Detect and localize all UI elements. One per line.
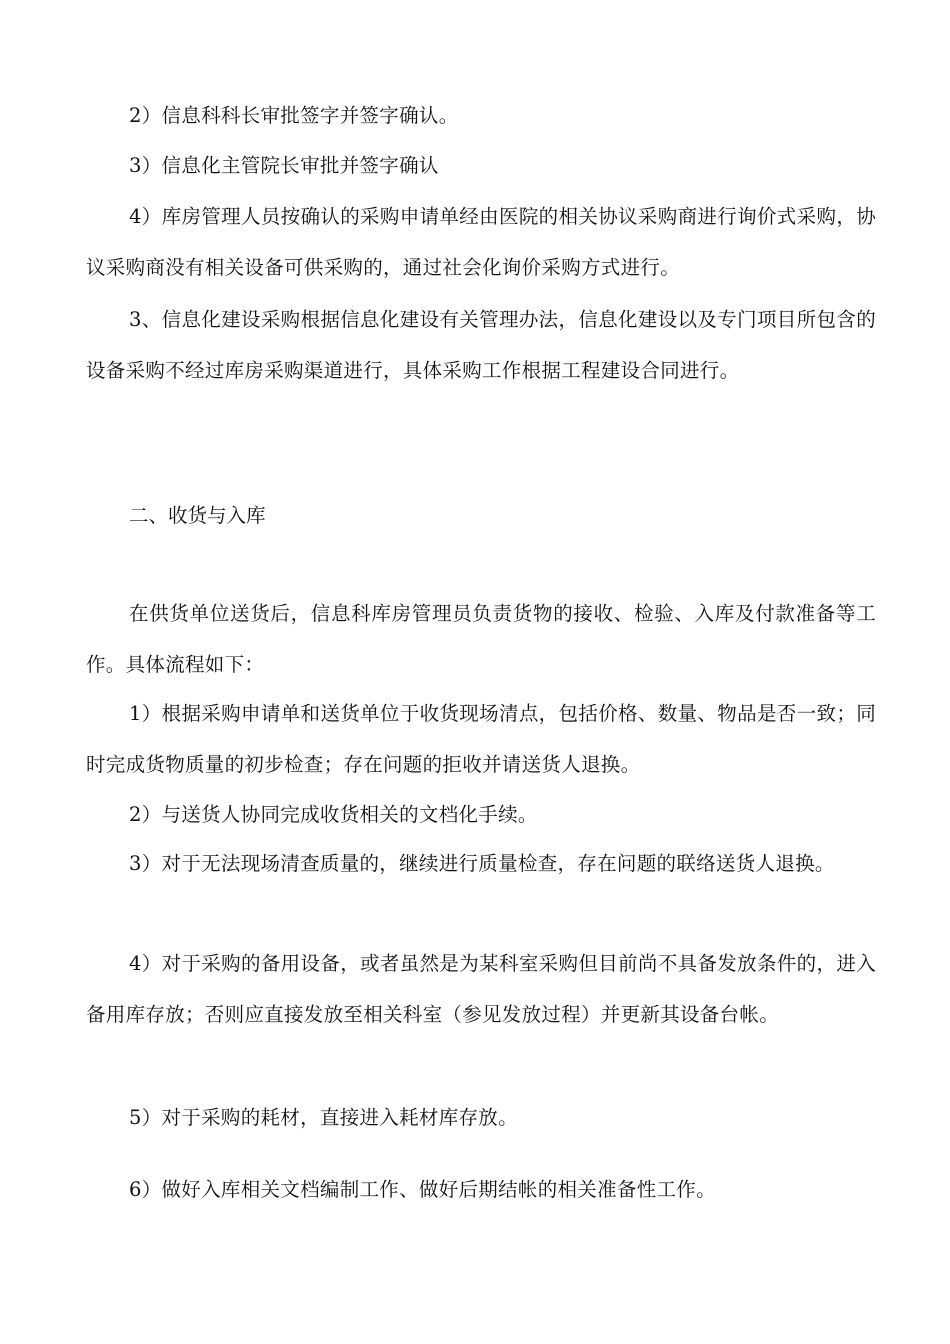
paragraph-step-6-documents: 6）做好入库相关文档编制工作、做好后期结帐的相关准备性工作。 bbox=[129, 1178, 716, 1201]
paragraph-step-1-count-check: 1）根据采购申请单和送货单位于收货现场清点，包括价格、数量、物品是否一致；同时完成货物质量的初步检查；存在问题的拒收并请送货人退换。 bbox=[86, 702, 876, 776]
paragraph-it-construction-procurement: 3、信息化建设采购根据信息化建设有关管理办法，信息化建设以及专门项目所包含的设备采购不经过库房采购渠道进行，具体采购工作根据工程建设合同进行。 bbox=[86, 308, 876, 382]
paragraph-step-4-spare-storage: 4）对于采购的备用设备，或者虽然是为某科室采购但目前尚不具备发放条件的，进入备用库存放；否则应直接发放至相关科室（参见发放过程）并更新其设备台帐。 bbox=[86, 952, 876, 1026]
paragraph-inquiry-procurement: 4）库房管理人员按确认的采购申请单经由医院的相关协议采购商进行询价式采购，协议采购商没有相关设备可供采购的，通过社会化询价采购方式进行。 bbox=[86, 205, 876, 279]
paragraph-receiving-intro: 在供货单位送货后，信息科库房管理员负责货物的接收、检验、入库及付款准备等工作。具体流程如下： bbox=[86, 602, 876, 676]
paragraph-step-2-documentation: 2）与送货人协同完成收货相关的文档化手续。 bbox=[129, 803, 538, 826]
section-heading-receiving: 二、收货与入库 bbox=[129, 504, 266, 527]
paragraph-approval-section-chief: 2）信息科科长审批签字并签字确认。 bbox=[129, 104, 459, 127]
paragraph-step-3-quality-check: 3）对于无法现场清查质量的，继续进行质量检查，存在问题的联络送货人退换。 bbox=[129, 852, 835, 875]
paragraph-step-5-consumables: 5）对于采购的耗材，直接进入耗材库存放。 bbox=[129, 1106, 518, 1129]
paragraph-approval-vice-president: 3）信息化主管院长审批并签字确认 bbox=[129, 154, 439, 177]
